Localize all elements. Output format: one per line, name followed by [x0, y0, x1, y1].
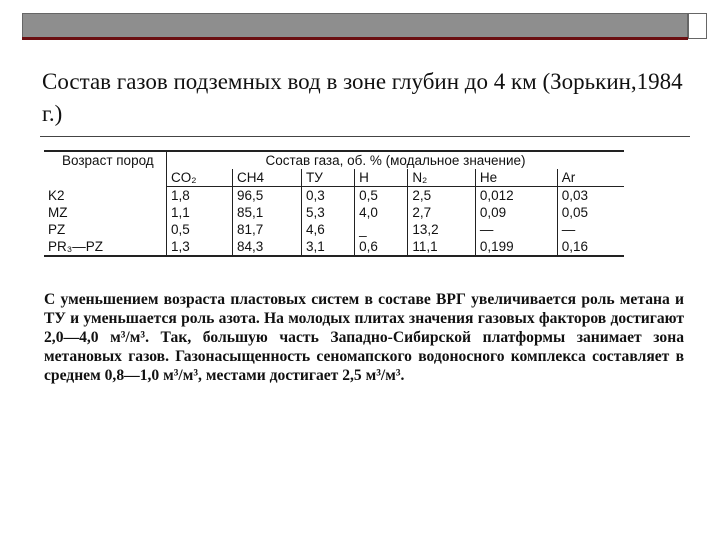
col-header-n2: N₂: [408, 169, 476, 187]
table-header-age: Возраст пород: [44, 151, 167, 187]
table-row: [44, 221, 624, 238]
slide-header-stripe: [22, 37, 688, 40]
col-header-tu: ТУ: [301, 169, 354, 187]
cell: 3,1: [301, 238, 354, 256]
cell: —: [557, 221, 624, 238]
slide-corner-square: [688, 13, 707, 39]
cell: —: [475, 221, 557, 238]
cell: 11,1: [408, 238, 476, 256]
cell: 85,1: [233, 204, 302, 221]
slide-title: Состав газов подземных вод в зоне глубин до 4 км (Зорькин,1984 г.): [42, 69, 683, 126]
cell: 0,16: [557, 238, 624, 256]
cell: 0,5: [355, 187, 408, 205]
table-row: [44, 204, 624, 221]
cell: 2,5: [408, 187, 476, 205]
cell: 5,3: [301, 204, 354, 221]
row-age: PR₃—PZ: [44, 238, 167, 256]
col-header-co2: CO₂: [167, 169, 233, 187]
cell: _: [355, 221, 408, 238]
row-age: MZ: [48, 205, 68, 220]
table-header-group: Состав газа, об. % (модальное значение): [167, 151, 625, 169]
cell: 0,3: [301, 187, 354, 205]
body-paragraph: С уменьшением возраста пластовых систем в составе ВРГ увеличивается роль метана и ТУ и уменьшается роль азота. На молодых плитах значения газовых факторов достигают 2,0—4,0 м³/м³. Так, большую часть Западно-Сибирской платформы занимает зона метановых газов. Газонасыщенность сеномапского водоносного комплекса составляет в среднем 0,8—1,0 м³/м³, местами достигает 2,5 м³/м³.: [44, 291, 684, 384]
cell: 0,09: [475, 204, 557, 221]
cell: 0,05: [557, 204, 624, 221]
col-header-ar: Ar: [557, 169, 624, 187]
cell: 4,6: [301, 221, 354, 238]
cell: 0,6: [355, 238, 408, 256]
cell: 1,8: [167, 187, 233, 205]
cell: 2,7: [408, 204, 476, 221]
table-row: [44, 238, 624, 256]
title-divider: [40, 136, 690, 137]
cell: 96,5: [233, 187, 302, 205]
cell: 84,3: [233, 238, 302, 256]
row-age: PZ: [48, 222, 66, 237]
cell: 0,012: [475, 187, 557, 205]
col-header-h: Н: [355, 169, 408, 187]
table-row: [44, 187, 624, 205]
cell: 0,03: [557, 187, 624, 205]
row-age: K2: [48, 187, 65, 203]
cell: 13,2: [408, 221, 476, 238]
col-header-he: He: [475, 169, 557, 187]
cell: 1,3: [167, 238, 233, 256]
cell: 1,1: [167, 204, 233, 221]
cell: 81,7: [233, 221, 302, 238]
col-header-ch4: CH4: [233, 169, 302, 187]
cell: 0,5: [167, 221, 233, 238]
cell: 4,0: [355, 204, 408, 221]
slide-header-bar: [22, 13, 688, 39]
gas-composition-table: [44, 150, 624, 257]
cell: 0,199: [475, 238, 557, 256]
